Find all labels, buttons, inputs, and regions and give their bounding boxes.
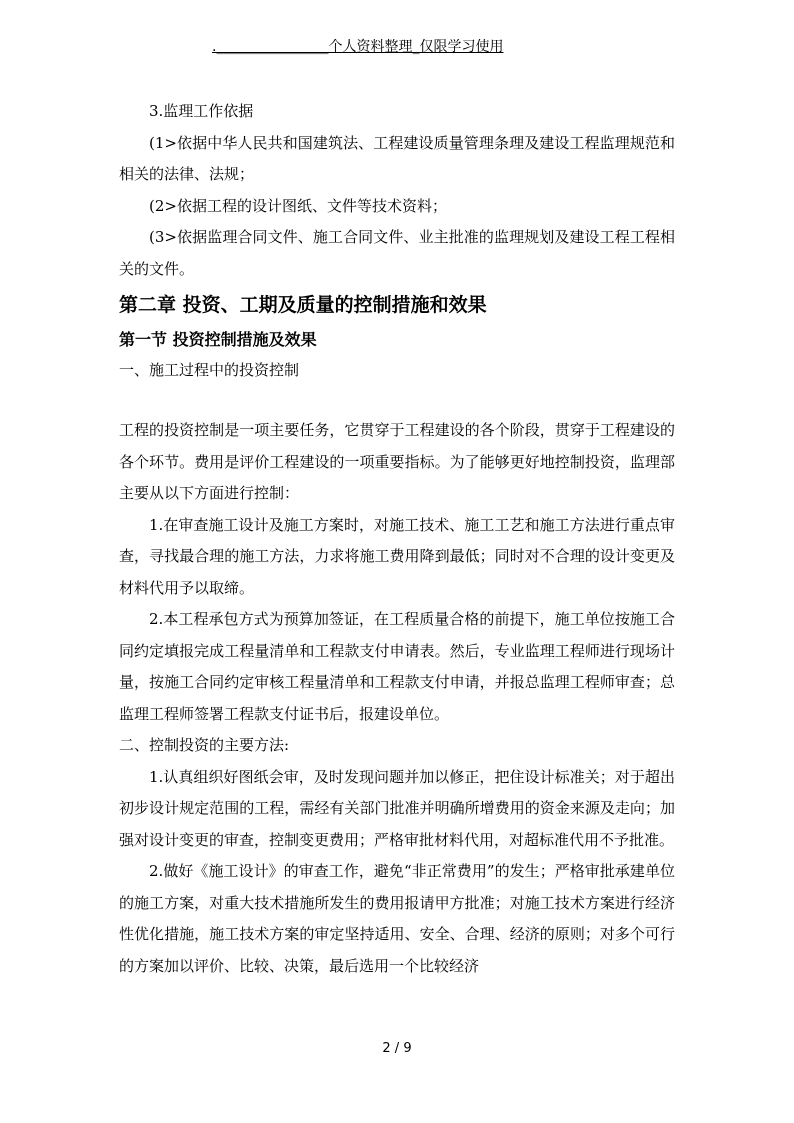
intro-paragraph: 工程的投资控制是一项主要任务，它贯穿于工程建设的各个阶段，贯穿于工程建设的各个环节。费用是评价工程建设的一项重要指标。为了能够更好地控制投资，监理部主要从以下方面进行控制： xyxy=(119,421,675,502)
method-item-2: 2.做好《施工设计》的审查工作，避免“非正常费用”的发生；严格审批承建单位的施工方案，对重大技术措施所发生的费用报请甲方批准；对施工技术方案进行经济性优化措施，施工技术方案的审定坚持适用、安全、合理、经济的原则；对多个可行的方案加以评价、比较、决策，最后选用一个比较经济 xyxy=(119,862,675,975)
subsection-title-2: 二、控制投资的主要方法: xyxy=(119,736,290,754)
basis-heading: 3.监理工作依据 xyxy=(149,102,254,120)
page-header: .________________个人资料整理_仅限学习使用 xyxy=(212,39,504,55)
control-item-1: 1.在审查施工设计及施工方案时，对施工技术、施工工艺和施工方法进行重点审查，寻找最合理的施工方法，力求将施工费用降到最低；同时对不合理的设计变更及材料代用予以取缔。 xyxy=(119,515,675,597)
subsection-title-1: 一、施工过程中的投资控制 xyxy=(119,361,300,379)
basis-item-3: (3>依据监理合同文件、施工合同文件、业主批准的监理规划及建设工程工程相关的文件。 xyxy=(119,228,675,278)
document-body xyxy=(119,96,675,982)
method-item-1: 1.认真组织好图纸会审，及时发现问题并加以修正，把住设计标准关；对于超出初步设计规定范围的工程，需经有关部门批准并明确所增费用的资金来源及走向；加强对设计变更的审查，控制变更费用；严格审批材料代用，对超标准代用不予批准。 xyxy=(119,767,675,849)
basis-item-2: (2>依据工程的设计图纸、文件等技术资料； xyxy=(149,196,447,215)
control-item-2: 2.本工程承包方式为预算加签证，在工程质量合格的前提下，施工单位按施工合同约定填报完成工程量清单和工程款支付申请表。然后，专业监理工程师进行现场计量，按施工合同约定审核工程量清单和工程款支付申请，并报总监理工程师审查；总监理工程师签署工程款支付证书后，报建设单位。 xyxy=(119,610,675,723)
basis-item-1: (1>依据中华人民共和国建筑法、工程建设质量管理条理及建设工程监理规范和相关的法律、法规； xyxy=(119,133,675,183)
section-title: 第一节 投资控制措施及效果 xyxy=(119,330,317,349)
page-number: 2 / 9 xyxy=(382,1041,412,1056)
chapter-title: 第二章 投资、工期及质量的控制措施和效果 xyxy=(119,294,487,316)
